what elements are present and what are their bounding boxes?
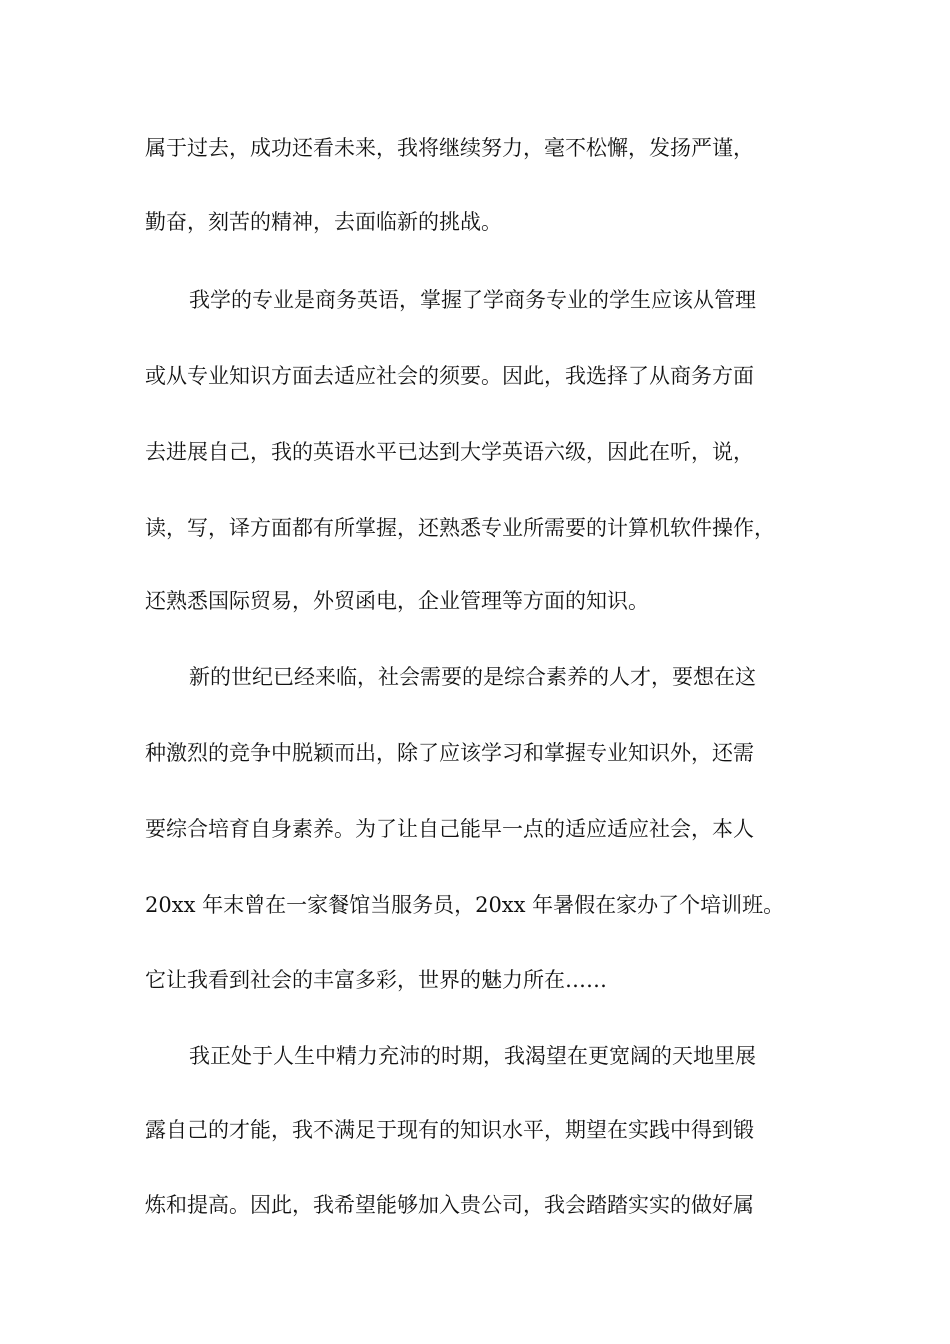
paragraph-line: 我正处于人生中精力充沛的时期，我渴望在更宽阔的天地里展	[189, 1044, 756, 1068]
paragraph-line: 炼和提高。因此，我希望能够加入贵公司，我会踏踏实实的做好属	[145, 1193, 754, 1217]
paragraph-line: 要综合培育自身素养。为了让自己能早一点的适应适应社会，本人	[145, 817, 754, 841]
paragraph-line: 还熟悉国际贸易，外贸函电，企业管理等方面的知识。	[145, 589, 649, 613]
paragraph-line: 露自己的才能，我不满足于现有的知识水平，期望在实践中得到锻	[145, 1118, 754, 1142]
paragraph-line: 勤奋，刻苦的精神，去面临新的挑战。	[145, 210, 502, 234]
paragraph-line: 去进展自己，我的英语水平已达到大学英语六级，因此在听，说，	[145, 440, 754, 464]
paragraph-line: 读，写，译方面都有所掌握，还熟悉专业所需要的计算机软件操作，	[145, 516, 775, 540]
paragraph-line: 我学的专业是商务英语，掌握了学商务专业的学生应该从管理	[189, 288, 756, 312]
paragraph-line: 20xx 年末曾在一家餐馆当服务员，20xx 年暑假在家办了个培训班。	[145, 893, 785, 917]
paragraph-line: 种激烈的竞争中脱颖而出，除了应该学习和掌握专业知识外，还需	[145, 741, 754, 765]
paragraph-line: 属于过去，成功还看未来，我将继续努力，毫不松懈，发扬严谨，	[145, 136, 754, 160]
paragraph-line: 新的世纪已经来临，社会需要的是综合素养的人才，要想在这	[189, 665, 756, 689]
paragraph-line: 或从专业知识方面去适应社会的须要。因此，我选择了从商务方面	[145, 364, 754, 388]
paragraph-line: 它让我看到社会的丰富多彩，世界的魅力所在……	[145, 968, 607, 992]
